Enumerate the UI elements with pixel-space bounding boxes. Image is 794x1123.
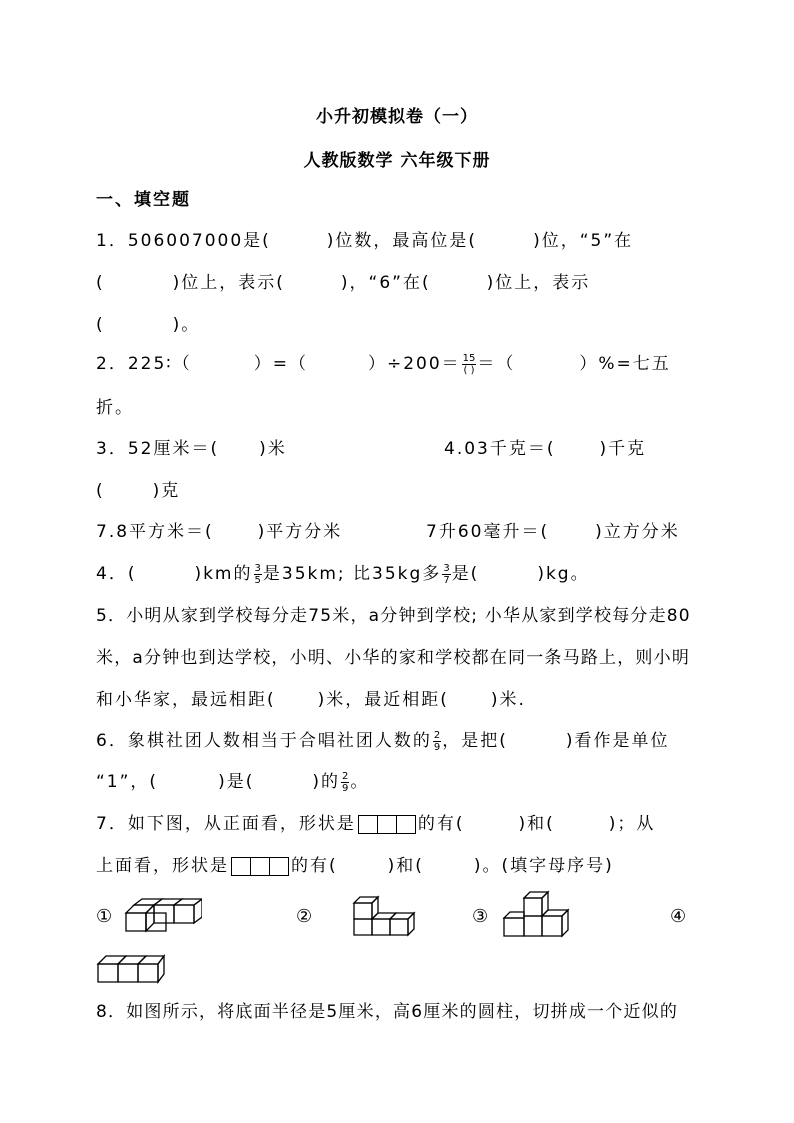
q3-text-j: )立方分米 — [595, 522, 680, 542]
q7-text-e: 上面看，形状是 — [96, 856, 229, 876]
q1-text-h: ( — [96, 315, 105, 335]
option-label-3: ③ — [472, 906, 489, 927]
q1-text-f: )，“6”在( — [340, 273, 431, 293]
q3-line1-right — [444, 437, 646, 461]
q4-fraction-2 — [442, 563, 450, 586]
cube-shape-4-icon — [94, 952, 166, 986]
q6-line1 — [96, 729, 669, 753]
q1-text-b: )位数，最高位是( — [326, 231, 478, 251]
q7-line2 — [96, 854, 614, 878]
option-label-1: ① — [96, 906, 113, 927]
q8-line1: 8．如图所示，将底面半径是5厘米，高6厘米的圆柱，切拼成一个近似的 — [96, 1002, 679, 1022]
q4-fraction-1-numerator: 3 — [254, 562, 261, 574]
q7-text-b: 的有( — [417, 814, 465, 834]
page-subtitle: 人教版数学 六年级下册 — [303, 151, 491, 171]
q4-text-a: 4．( — [96, 564, 137, 584]
q3-text-h: )平方分米 — [257, 522, 343, 542]
q5-text-c: )米. — [490, 690, 526, 710]
q3-line3-right — [426, 520, 680, 544]
q2-text-c: ）÷200＝ — [367, 354, 461, 374]
q1-text-g: )位上，表示 — [486, 273, 591, 293]
option-label-4: ④ — [670, 906, 687, 927]
q3-text-i: 7升60毫升＝( — [426, 522, 550, 542]
q1-text-a: 1．506007000是( — [96, 231, 271, 251]
q7-line1 — [96, 812, 655, 836]
q6-line2 — [96, 770, 369, 794]
q5-line1: 5．小明从家到学校每分走75米，a分钟到学校; 小华从家到学校每分走80 — [96, 606, 691, 626]
q4-text-c: 是35km; 比35kg多 — [262, 564, 442, 584]
cube-shape-3-icon — [500, 886, 576, 938]
q3-text-b: )米 — [259, 439, 287, 459]
q4-fraction-1-denominator: 5 — [254, 574, 261, 586]
q3-line2 — [96, 479, 180, 503]
q6-text-b: ，是把( — [442, 731, 508, 751]
q2-text-d: ＝（ — [477, 354, 516, 374]
q3-line1 — [96, 437, 287, 461]
q2-fraction-numerator: 15 — [462, 352, 476, 364]
q3-text-c: 4.03千克＝( — [444, 439, 556, 459]
q2-fraction-denominator[interactable]: ( ) — [463, 364, 475, 376]
q6-text-d: “1”，( — [96, 772, 159, 792]
page-title: 小升初模拟卷（一） — [316, 107, 478, 127]
q6-text-a: 6．象棋社团人数相当于合唱社团人数的 — [96, 731, 432, 751]
cube-shape-2-icon — [350, 893, 418, 937]
q6-fraction-numerator: 2 — [433, 729, 441, 741]
top-view-squares-icon — [231, 857, 289, 876]
q1-line3 — [96, 313, 200, 337]
q2-fraction — [462, 353, 477, 376]
q5-text-b: )米，最近相距( — [317, 690, 449, 710]
option-label-2: ② — [296, 906, 313, 927]
q7-text-d: )；从 — [608, 814, 656, 834]
q5-line2: 米，a分钟也到达学校，小明、小华的家和学校都在同一条马路上，则小明 — [96, 648, 691, 668]
q2-text-e: ）%=七五 — [579, 354, 671, 374]
section-heading: 一、填空题 — [96, 190, 191, 210]
q2-line1 — [96, 352, 671, 376]
q7-text-a: 7．如下图，从正面看，形状是 — [96, 814, 356, 834]
q6-fraction-2-denominator: 9 — [341, 782, 349, 794]
q1-line1 — [96, 229, 633, 253]
q6-fraction-denominator: 9 — [433, 741, 441, 753]
q7-text-h: )。(填字母序号) — [473, 856, 614, 876]
q3-text-g: 7.8平方米＝( — [96, 522, 214, 542]
q5-line3 — [96, 688, 526, 712]
q7-text-c: )和( — [518, 814, 555, 834]
q1-text-e: )位上，表示( — [172, 273, 285, 293]
q6-text-c: )看作是单位 — [565, 731, 670, 751]
q5-text-a: 和小华家，最远相距( — [96, 690, 276, 710]
q1-line2 — [96, 271, 590, 295]
q2-text-b: ）=（ — [253, 354, 308, 374]
cube-shape-1-icon — [120, 897, 202, 937]
front-view-squares-icon — [358, 815, 416, 834]
q3-line3 — [96, 520, 342, 544]
q4-fraction-2-denominator: 7 — [443, 574, 450, 586]
q2-text-a: 2．225∶（ — [96, 354, 192, 374]
q3-text-d: )千克 — [599, 439, 647, 459]
q7-text-g: )和( — [387, 856, 424, 876]
q6-text-f: )的 — [312, 772, 340, 792]
q1-text-d: ( — [96, 273, 105, 293]
q3-text-e: ( — [96, 481, 105, 501]
q6-text-e: )是( — [218, 772, 255, 792]
q6-fraction-2-numerator: 2 — [341, 770, 349, 782]
q4-text-e: )kg。 — [537, 564, 590, 584]
q2-line2: 折。 — [96, 398, 134, 418]
q4-fraction-2-numerator: 3 — [443, 562, 450, 574]
q3-text-f: )克 — [152, 481, 181, 501]
q7-text-f: 的有( — [291, 856, 338, 876]
q3-text-a: 3．52厘米＝( — [96, 439, 220, 459]
q1-text-i: )。 — [172, 315, 201, 335]
q4-fraction-1 — [254, 563, 262, 586]
q6-fraction — [433, 730, 441, 753]
q4-text-b: )km的 — [194, 564, 253, 584]
q1-text-c: )位，“5”在 — [533, 231, 634, 251]
q6-text-g: 。 — [350, 772, 370, 792]
q4-line1 — [96, 562, 590, 586]
q4-text-d: 是( — [451, 564, 480, 584]
q6-fraction-2 — [341, 771, 349, 794]
